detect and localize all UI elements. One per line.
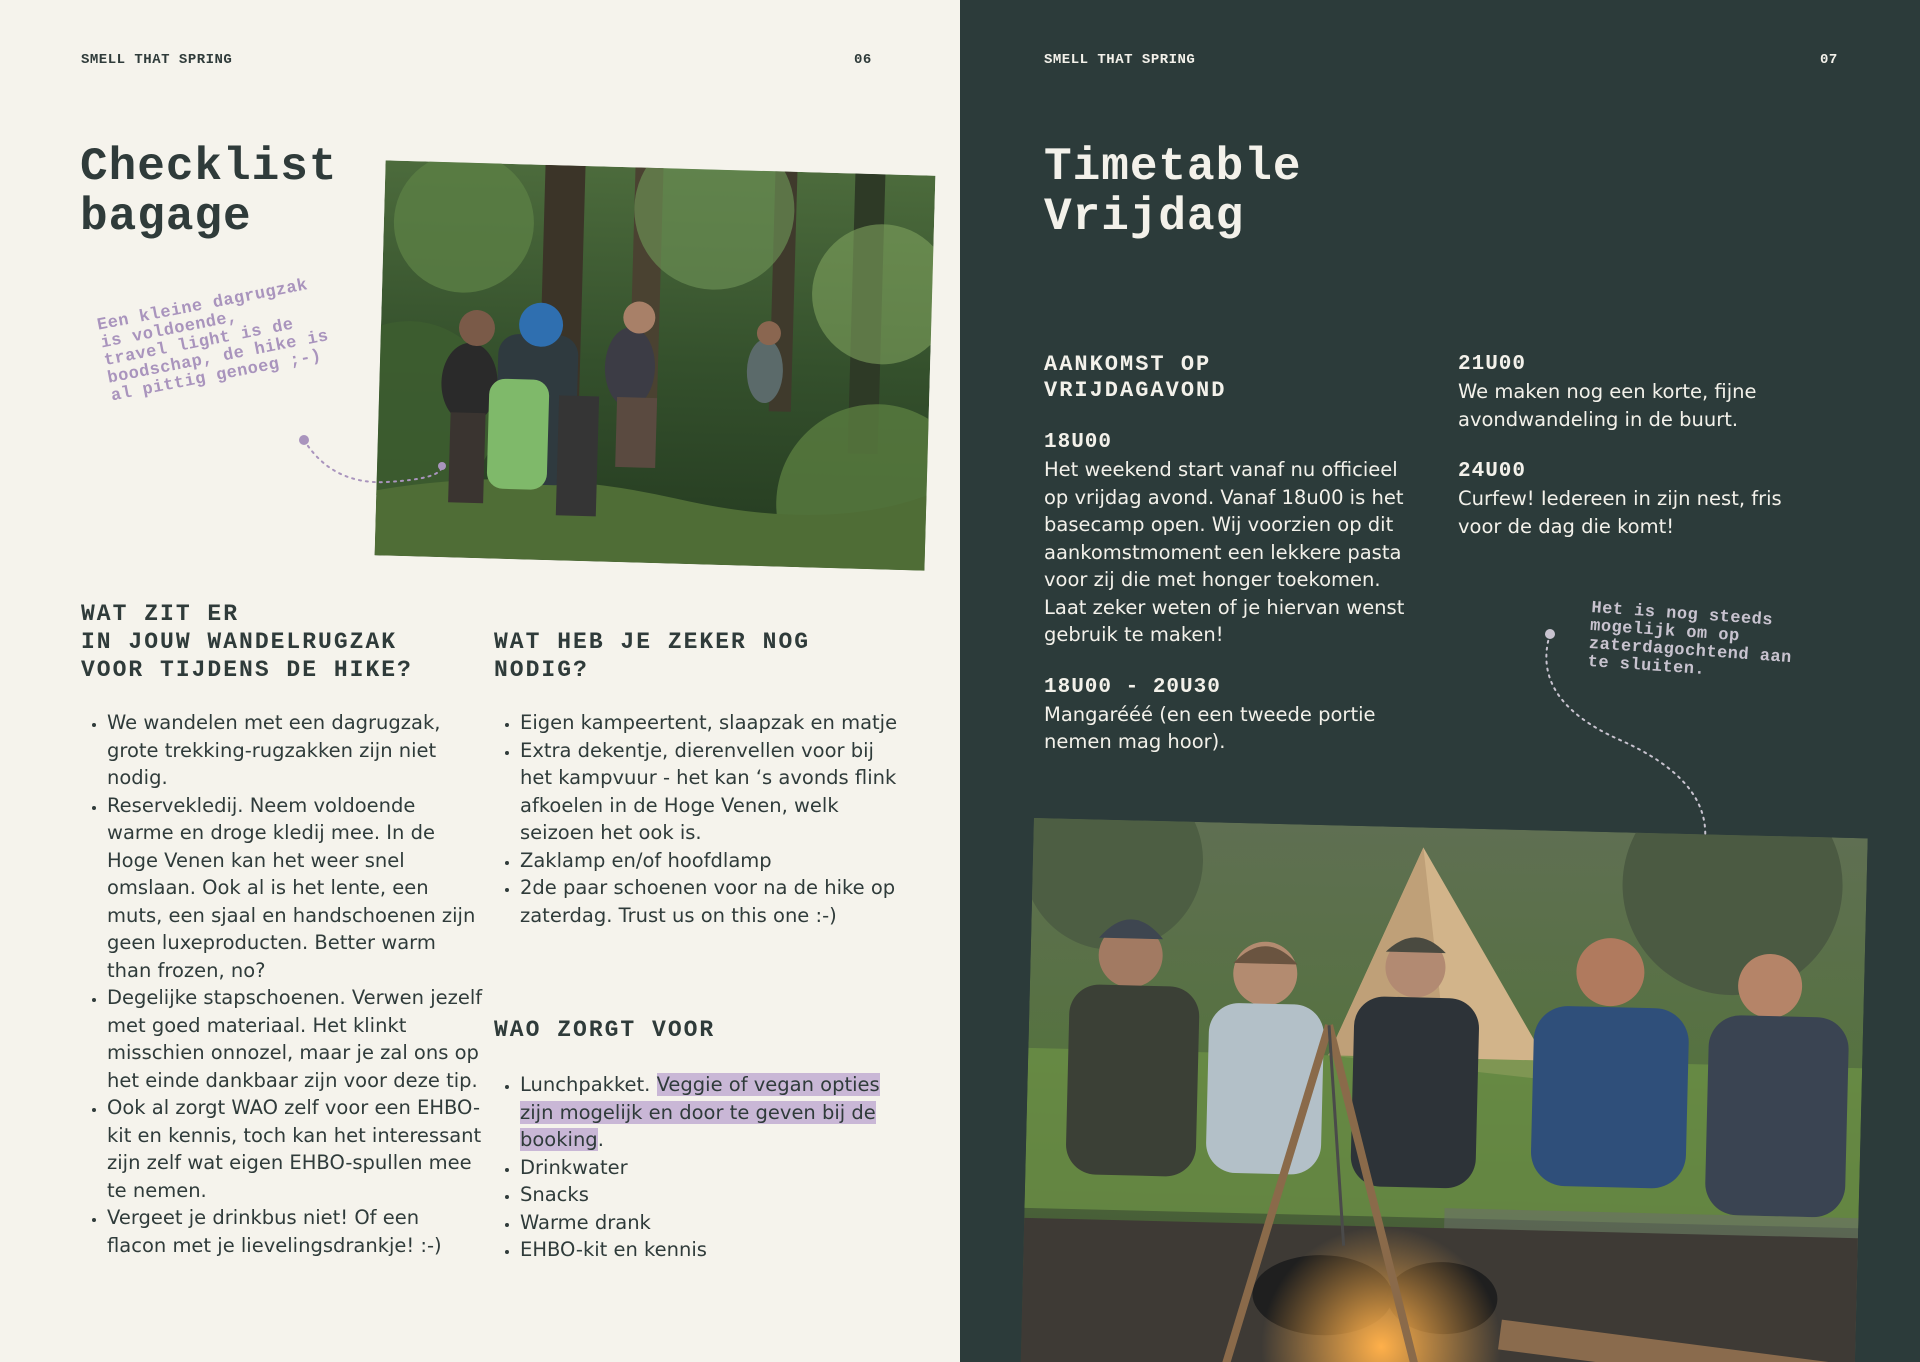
timetable-column-1 [1044,352,1424,756]
running-title: SMELL THAT SPRING [1044,52,1196,68]
list-item: • Warme drank [520,1209,900,1237]
hike-photo [375,160,936,570]
highlighted-text: Veggie of vegan opties zijn mogelijk en door te geven bij de booking [520,1073,880,1151]
running-title: SMELL THAT SPRING [81,52,233,68]
side-note-arrow [292,430,452,490]
page-title-line2: Vrijdag [1044,191,1245,243]
entry-text: Mangarééé (en een tweede portie nemen mag hoor). [1044,702,1376,753]
section-heading-wao: WAO ZORGT VOOR [494,1017,716,1043]
section-heading-extra: WAT HEB JE ZEKER NOG NODIG? [494,629,811,683]
page-title [80,142,337,242]
extra-list [494,709,900,929]
wao-list [494,1071,900,1264]
entry-time: 21U00 [1458,353,1527,376]
list-item: • We wandelen met een dagrugzak, grote trekking-rugzakken zijn niet nodig. [107,709,483,792]
hike-photo-image [375,160,936,570]
right-page [960,0,1920,1362]
campfire-photo [1020,818,1867,1362]
entry-time: 18U00 - 20U30 [1044,675,1221,699]
list-item: • Degelijke stapschoenen. Verwen jezelf met goed materiaal. Het klinkt misschien onnozel, maar je zal ons op het einde dankbaar zijn voor deze tip. [107,984,483,1094]
entry-time: 24U00 [1458,460,1527,483]
entry-text: Curfew! Iedereen in zijn nest, fris voor de dag die komt! [1458,487,1782,538]
list-item: • Zaklamp en/of hoofdlamp [520,847,900,875]
rucksack-list [81,709,483,1259]
page-title [1044,142,1301,242]
campfire-photo-image [1020,818,1867,1362]
list-item: • Eigen kampeertent, slaapzak en matje [520,709,900,737]
list-item: • Snacks [520,1181,900,1209]
arrival-heading: AANKOMST OP VRIJDAGAVOND [1044,352,1227,403]
list-item: • Reservekledij. Neem voldoende warme en droge kledij mee. In de Hoge Venen kan het weer snel omslaan. Ook al is het lente, een muts, een sjaal en handschoenen zijn geen luxeproducten. Better warm than frozen, no? [107,792,483,985]
section-heading-rucksack: WAT ZIT ER IN JOUW WANDELRUGZAK VOOR TIJDENS DE HIKE? [81,601,413,683]
list-item: • Lunchpakket. Veggie of vegan opties zijn mogelijk en door te geven bij de booking. [520,1071,900,1154]
entry-time: 18U00 [1044,431,1113,454]
page-number: 07 [1820,52,1838,68]
page-title-line2: bagage [80,191,252,243]
list-item: • Extra dekentje, dierenvellen voor bij het kampvuur - het kan ‘s avonds flink afkoelen in de Hoge Venen, welk seizoen het ook is. [520,737,900,847]
entry-text: We maken nog een korte, fijne avondwandeling in de buurt. [1458,380,1757,431]
page-number: 06 [854,52,872,68]
entry-text: Het weekend start vanaf nu officieel op vrijdag avond. Vanaf 18u00 is het basecamp open. Wij voorzien op dit aankomstmoment een lekkere pasta voor zij die met honger toekomen. Laat zeker weten of je hiervan wenst gebruik te maken! [1044,458,1405,646]
list-item: • EHBO-kit en kennis [520,1236,900,1264]
timetable-column-2 [1458,352,1788,540]
list-item: • Vergeet je drinkbus niet! Of een flacon met je lievelingsdrankje! :-) [107,1204,483,1259]
backpack-side-note: Een kleine dagrugzak is voldoende, travel light is de boodschap, de hike is al pittig genoeg ;-) [95,276,331,407]
list-item: • Drinkwater [520,1154,900,1182]
saturday-side-note: Het is nog steeds mogelijk om op zaterdagochtend aan te sluiten. [1586,599,1793,681]
list-item: • Ook al zorgt WAO zelf voor een EHBO-kit en kennis, toch kan het interessant zijn zelf wat eigen EHBO-spullen mee te nemen. [107,1094,483,1204]
page-title-line1: Timetable [1044,141,1302,193]
page-title-line1: Checklist [80,141,338,193]
list-item: • 2de paar schoenen voor na de hike op zaterdag. Trust us on this one :-) [520,874,900,929]
